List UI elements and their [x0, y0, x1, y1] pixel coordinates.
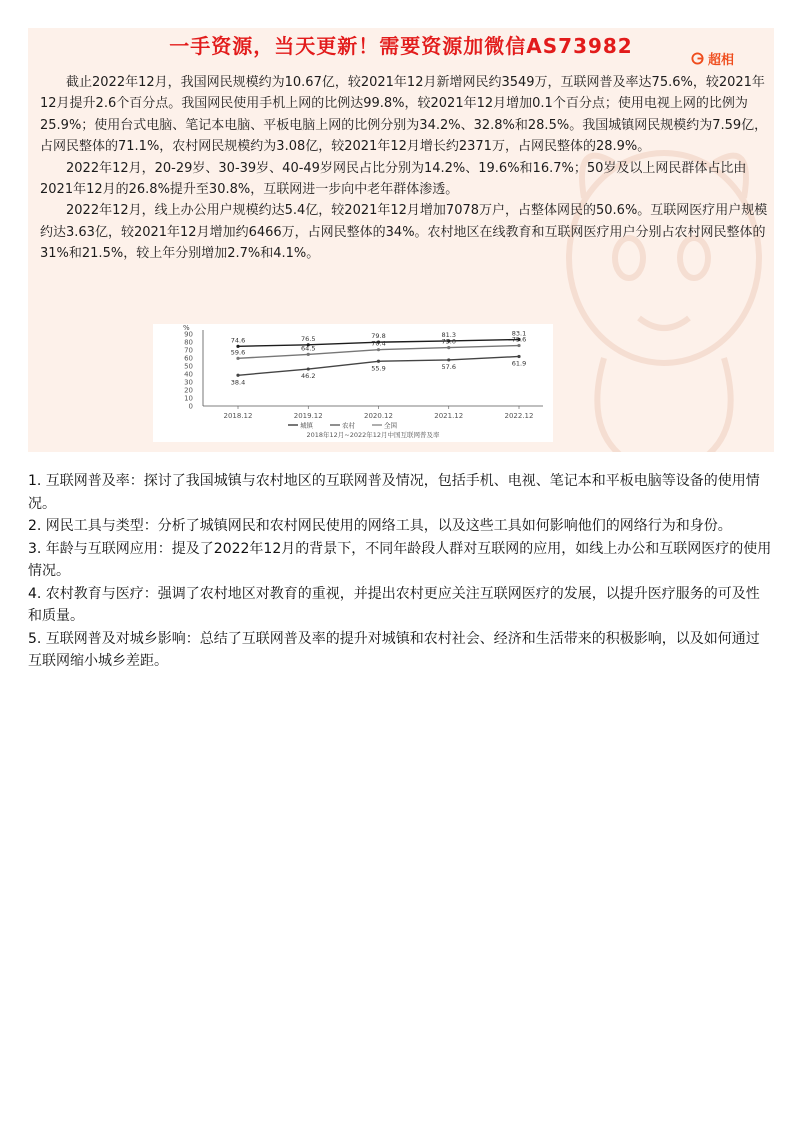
data-label: 74.6: [230, 336, 246, 345]
data-point: [377, 348, 380, 351]
data-label: 75.6: [511, 335, 527, 344]
data-point: [517, 355, 520, 358]
data-label: 76.5: [301, 334, 316, 343]
data-point: [447, 358, 450, 361]
brand-logo: [691, 49, 734, 68]
report-text: [40, 72, 768, 265]
legend-label-0: 城镇: [300, 421, 313, 430]
legend-label-1: 农村: [342, 421, 355, 430]
y-axis-unit-label: %: [183, 324, 190, 332]
summary-item-1: 1. 互联网普及率：探讨了我国城镇与农村地区的互联网普及情况，包括手机、电视、笔记本和平板电脑等设备的使用情况。: [28, 473, 760, 512]
chart-title: 2018年12月~2022年12月中国互联网普及率: [306, 431, 440, 439]
data-point: [377, 360, 380, 363]
y-tick-label: 80: [184, 338, 193, 347]
data-label: 70.4: [371, 339, 386, 348]
report-paragraph-2: 2022年12月，20-29岁、30-39岁、40-49岁网民占比分别为14.2%、19.6%和16.7%；50岁及以上网民群体占比由2021年12月的26.8%提升至30.8%，互联网进一步向中老年群体渗透。: [40, 160, 747, 198]
x-tick-label: 2022.12: [504, 412, 534, 420]
x-tick-label: 2019.12: [293, 412, 323, 420]
data-label: 38.4: [230, 378, 246, 387]
summary-item-5: 5. 互联网普及对城乡影响：总结了互联网普及率的提升对城镇和农村社会、经济和生活带来的积极影响，以及如何通过互联网缩小城乡差距。: [28, 630, 760, 669]
x-tick-label: 2020.12: [364, 412, 393, 420]
brand-name: 超相: [707, 53, 734, 68]
data-label: 59.6: [230, 348, 246, 357]
x-tick-label: 2021.12: [434, 412, 464, 420]
data-label: 55.9: [371, 364, 386, 373]
y-tick-label: 20: [184, 386, 193, 395]
data-point: [307, 367, 310, 370]
summary-item-3: 3. 年龄与互联网应用：提及了2022年12月的背景下，不同年龄段人群对互联网的应用，如线上办公和互联网医疗的使用情况。: [28, 540, 772, 579]
data-label: 73.0: [441, 337, 456, 346]
penetration-chart: [153, 324, 553, 442]
report-paragraph-3: 2022年12月，线上办公用户规模约达5.4亿，较2021年12月增加7078万户，占整体网民的50.6%。互联网医疗用户规模约达3.63亿，较2021年12月增加约6466万，占网民整体的34%。农村地区在线教育和互联网医疗用户分别占农村网民整体的31%和21.5%，较上年分别增加2.7%和4.1%。: [40, 203, 768, 262]
data-point: [307, 353, 310, 356]
data-point: [236, 374, 239, 377]
header-banner: [28, 28, 774, 68]
data-label: 81.3: [441, 330, 456, 339]
data-point: [517, 344, 520, 347]
summary-item-4: 4. 农村教育与医疗：强调了农村地区对教育的重视，并提出农村更应关注互联网医疗的发展，以提升医疗服务的可及性和质量。: [28, 585, 760, 624]
banner-title: 一手资源，当天更新！需要资源加微信AS73982: [169, 34, 633, 58]
data-label: 79.8: [371, 332, 386, 341]
data-label: 57.6: [441, 362, 456, 371]
y-tick-label: 10: [184, 394, 193, 403]
chart-svg: [153, 324, 553, 442]
y-tick-label: 60: [184, 354, 193, 363]
y-tick-label: 90: [184, 330, 193, 339]
data-label: 83.1: [511, 329, 527, 338]
data-label: 61.9: [511, 359, 527, 368]
data-point: [447, 346, 450, 349]
brand-g-icon: [691, 52, 704, 65]
y-tick-label: 70: [184, 346, 193, 355]
legend-label-2: 全国: [384, 421, 397, 430]
report-paragraph-1: 截止2022年12月，我国网民规模约为10.67亿，较2021年12月新增网民约3549万，互联网普及率达75.6%，较2021年12月提升2.6个百分点。我国网民使用手机上网的比例达99.8%，较2021年12月增加0.1个百分点；使用电视上网的比例为25.9%；使用台式电脑、笔记本电脑、平板电脑上网的比例分别为34.2%、32.8%和28.5%。我国城镇网民规模约为7.59亿，占网民整体的71.1%，农村网民规模约为3.08亿，较2021年12月增长约2371万，占网民整体的28.9%。: [40, 75, 768, 155]
document-card: [28, 28, 774, 452]
summary-list: [28, 470, 772, 673]
summary-item-2: 2. 网民工具与类型：分析了城镇网民和农村网民使用的网络工具，以及这些工具如何影响他们的网络行为和身份。: [28, 518, 732, 534]
y-tick-label: 50: [184, 362, 193, 371]
data-label: 64.5: [301, 344, 316, 353]
data-point: [236, 357, 239, 360]
y-tick-label: 0: [188, 402, 193, 411]
y-tick-label: 30: [184, 378, 193, 387]
y-tick-label: 40: [184, 370, 193, 379]
data-label: 46.2: [301, 372, 316, 381]
x-tick-label: 2018.12: [223, 412, 253, 420]
